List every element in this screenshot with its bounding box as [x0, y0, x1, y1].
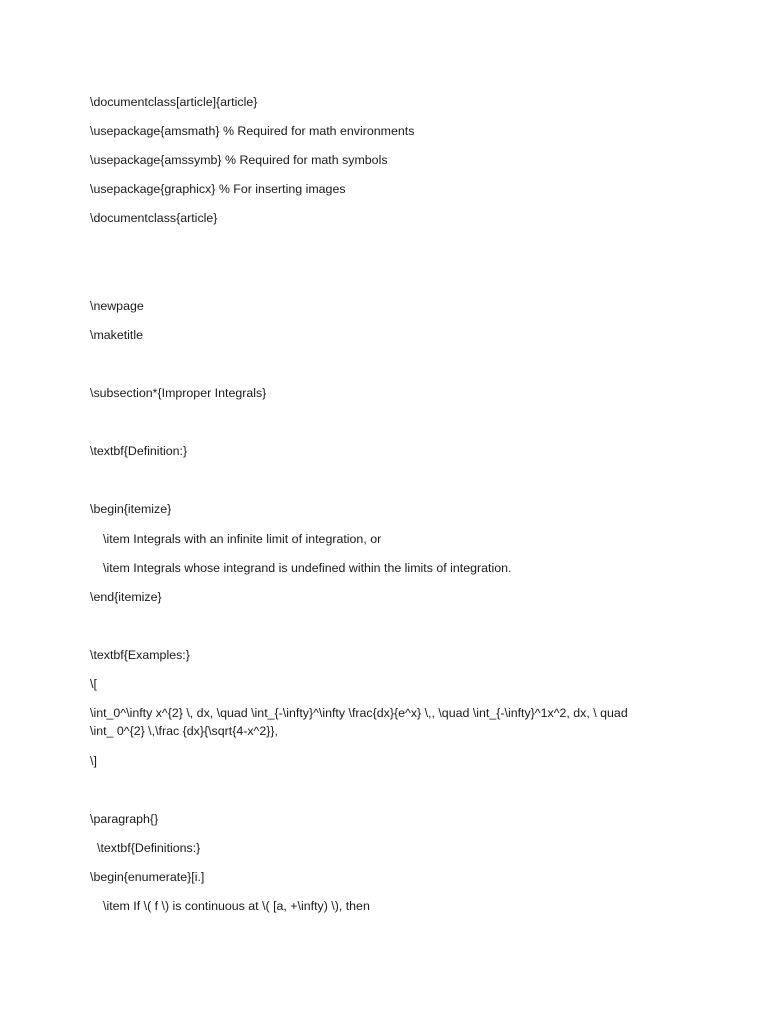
document-line: \textbf{Examples:} — [90, 648, 190, 662]
document-line: \paragraph{} — [90, 812, 159, 826]
document-line: \documentclass[article]{article} — [90, 95, 258, 109]
document-line: \item Integrals whose integrand is undefined within the limits of integration. — [103, 561, 512, 575]
document-line: \[ — [90, 677, 97, 691]
document-line: \item If \( f \) is continuous at \( [a, +\infty) \), then — [103, 899, 370, 913]
document-line: \documentclass{article} — [90, 211, 218, 225]
document-line: \usepackage{amsmath} % Required for math environments — [90, 124, 415, 138]
document-line: \usepackage{amssymb} % Required for math symbols — [90, 153, 388, 167]
document-line: \usepackage{graphicx} % For inserting images — [90, 182, 346, 196]
document-line: \begin{enumerate}[i.] — [90, 870, 205, 884]
document-line: \begin{itemize} — [90, 502, 172, 516]
document-line: \textbf{Definitions:} — [97, 841, 201, 855]
document-line: \item Integrals with an infinite limit of integration, or — [103, 532, 382, 546]
document-line: \int_0^\infty x^{2} \, dx, \quad \int_{-\infty}^\infty \frac{dx}{e^x} \,, \quad \int_{-\infty}^1x^2, dx, \ quad \int_ 0^{2} \,\frac {dx}{\sqrt{4-x^2}}, — [90, 706, 632, 738]
document-line: \maketitle — [90, 328, 144, 342]
document-line: \end{itemize} — [90, 590, 162, 604]
document-line: \subsection*{Improper Integrals} — [90, 386, 267, 400]
document-line: \] — [90, 754, 97, 768]
document-line: \newpage — [90, 299, 144, 313]
document-line: \textbf{Definition:} — [90, 444, 188, 458]
